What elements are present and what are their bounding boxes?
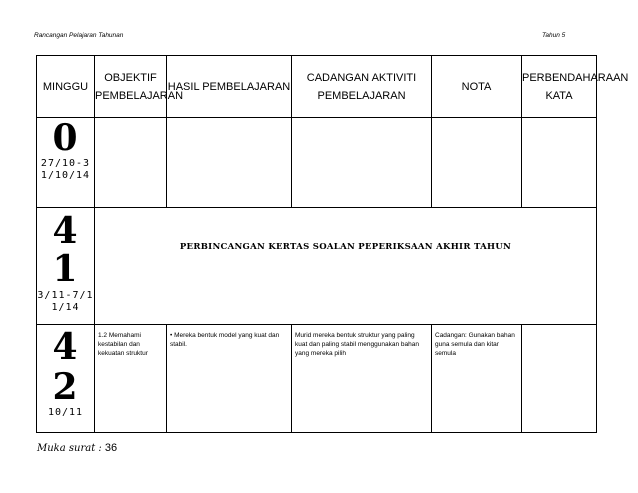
exam-discussion-banner: PERBINCANGAN KERTAS SOALAN PEPERIKSAAN AKHIR TAHUN bbox=[95, 208, 597, 325]
week-number: 41 bbox=[52, 210, 79, 290]
hasil-cell: • Mereka bentuk model yang kuat dan stabil. bbox=[167, 325, 292, 433]
week-date: 10/11 bbox=[47, 407, 84, 418]
cadangan-cell bbox=[292, 118, 432, 208]
lesson-plan-table bbox=[36, 55, 629, 433]
table-row bbox=[37, 208, 597, 325]
column-header-perbendaharaan: PERBENDAHARAAN KATA bbox=[522, 56, 597, 118]
column-header-objektif: OBJEKTIF PEMBELAJARAN bbox=[95, 56, 167, 118]
week-date: 27/10-31/10/14 bbox=[40, 158, 91, 181]
column-header-nota: NOTA bbox=[432, 56, 522, 118]
table-row bbox=[37, 325, 597, 433]
page-number-label: Muka surat : bbox=[37, 443, 102, 454]
perbendaharaan-cell bbox=[522, 325, 597, 433]
table-header-row bbox=[37, 56, 597, 118]
week-date: 3/11-7/11/14 bbox=[37, 290, 94, 313]
objektif-cell: 1.2 Memahami kestabilan dan kekuatan struktur bbox=[95, 325, 167, 433]
table-row bbox=[37, 118, 597, 208]
week-cell bbox=[37, 208, 95, 325]
column-header-hasil: HASIL PEMBELAJARAN bbox=[167, 56, 292, 118]
week-number: 0 bbox=[52, 117, 79, 159]
page-number: 36 bbox=[104, 442, 118, 454]
column-header-cadangan: CADANGAN AKTIVITI PEMBELAJARAN bbox=[292, 56, 432, 118]
week-cell bbox=[37, 325, 95, 433]
column-header-minggu: MINGGU bbox=[37, 56, 95, 118]
page-footer bbox=[37, 442, 117, 454]
nota-cell: Cadangan: Gunakan bahan guna semula dan kitar semula bbox=[432, 325, 522, 433]
document-header-title: Rancangan Pelajaran Tahunan bbox=[34, 32, 124, 39]
perbendaharaan-cell bbox=[522, 118, 597, 208]
week-number: 42 bbox=[52, 326, 79, 408]
nota-cell bbox=[432, 118, 522, 208]
objektif-cell bbox=[95, 118, 167, 208]
week-cell bbox=[37, 118, 95, 208]
hasil-cell bbox=[167, 118, 292, 208]
document-header-year: Tahun 5 bbox=[542, 32, 566, 39]
cadangan-cell: Murid mereka bentuk struktur yang paling kuat dan paling stabil menggunakan bahan yang mereka pilih bbox=[292, 325, 432, 433]
